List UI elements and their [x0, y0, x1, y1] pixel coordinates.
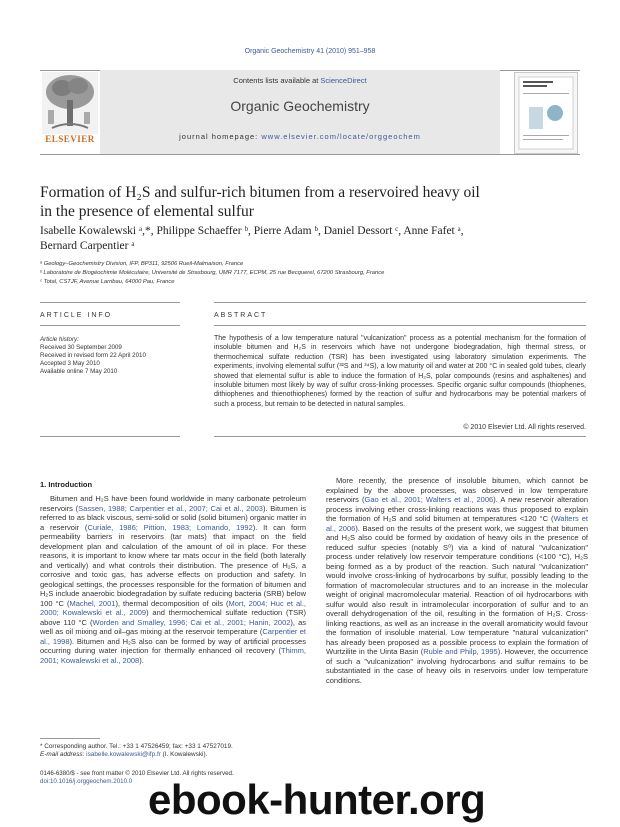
citation-link[interactable]: Carpentier et al., 1998: [40, 627, 306, 646]
introduction-column-2: [326, 476, 588, 685]
article-info-rule-bottom: [40, 436, 180, 437]
authors-line-1[interactable]: Isabelle Kowalewski ᵃ,*, Philippe Schaeffer ᵇ, Pierre Adam ᵇ, Daniel Dessort ᶜ, Anne Fafet ᵃ,: [40, 225, 464, 237]
issn-line: 0146-6380/$ - see front matter © 2010 Elsevier Ltd. All rights reserved.: [40, 770, 234, 777]
article-info-rule: [40, 325, 180, 326]
abstract-rule-top: [214, 302, 586, 303]
citation-link[interactable]: Worden and Smalley, 1996; Cai et al., 2001; Hanin, 2002: [92, 617, 291, 627]
header-rule-bottom: [40, 154, 580, 155]
body-text: ), as well as oil mixing and oil–gas mixing at the reservoir temperature (: [40, 617, 306, 636]
title-line-2: in the presence of elemental sulfur: [40, 203, 254, 220]
citation-link[interactable]: Ruble and Philp, 1995: [423, 647, 498, 656]
article-title: [40, 183, 580, 221]
homepage-prefix: journal homepage:: [179, 132, 262, 141]
journal-reference[interactable]: Organic Geochemistry 41 (2010) 951–958: [244, 48, 376, 55]
copyright-notice: © 2010 Elsevier Ltd. All rights reserved.: [463, 424, 586, 431]
journal-name: Organic Geochemistry: [230, 98, 370, 114]
body-text: ). Based on the results of the present work, we suggest that bitumen and H₂S also could be formed by oxidation of heavy oils in the presence of reduced sulfur species (notably S⁰) via a kind of natural "vulcanization" process under relatively low reservoir temperature conditions (<100 °C), H₂S being formed as a by product of the reaction. Such natural "vulcanization" would involve cross-linking of hydrocarbons by sulfur, possibly leading to the formation of macromolecular structures and to an increase in the molecular weight of original macromolecular material. Reaction of oil hydrocarbons with sulfur would also result in intramolecular incorporation of sulfur and to an overall dehydrogenation of the oil, resulting in the formation of H₂S. Cross-linking reactions, as well as an increase in the overall aromaticity would favour the formation of insoluble material. Low temperature "natural vulcanization" has already been proposed as a possible process to explain the formation of Wurtzilite in the Uinta Basin (: [326, 523, 589, 656]
history-accepted: Accepted 3 May 2010: [40, 360, 100, 367]
body-text: ). However, the occurrence of such a "vulcanization" involving hydrocarbons and sulfur remains to be substantiated in the case of heavy oils in reservoirs under low temperature conditions.: [326, 647, 588, 685]
body-text: ). A new reservoir alteration process involving ether cross-linking reactions was thus proposed to explain the formation of H₂S and solid bitumen at temperatures <120 °C (: [326, 495, 588, 523]
homepage-link[interactable]: www.elsevier.com/locate/orggeochem: [261, 132, 421, 141]
citation-link[interactable]: Machel, 2001: [69, 598, 116, 608]
citation-link[interactable]: Mort, 2004; Huc et al., 2000; Kowalewski et al., 2009: [40, 598, 306, 617]
body-text: Bitumen and H₂S have been found worldwide in many carbonate petroleum reservoirs (: [40, 494, 306, 513]
citation-link[interactable]: Sassen, 1988; Carpentier et al., 2007; Cai et al., 2003: [78, 503, 263, 513]
corresponding-author: * Corresponding author. Tel.: +33 1 47526459; fax: +33 1 47527019.: [40, 743, 233, 750]
corresponding-author-footnote: [40, 743, 306, 759]
citation-link[interactable]: Walters et al., 2006: [326, 514, 588, 533]
abstract-text: The hypothesis of a low temperature natural "vulcanization" process as a potential mechanism for the formation of insoluble bitumen and H₂S in reservoirs which have not undergone biodegradation, high thermal stress, or thermochemical sulfate reduction (TSR) has been investigated using laboratory simulation experiments. The experiments, involving elemental sulfur (³²S and ³⁴S), a low maturity oil and water at 200 °C in sealed gold tubes, clearly showed that elemental sulfur is able to induce the formation of H₂S, polar compounds (resins and asphaltenes) and insoluble bitumen most likely by way of sulfur cross-linking processes. Specific organic sulfur compounds (thiophenes, dithiophenes and thienothiophenes) formed by the reaction of sulfur and hydrocarbons may be potential markers of such a process, but remain to be detected in natural samples.: [214, 335, 586, 408]
title-line-1: Formation of H₂S and sulfur-rich bitumen from a reservoired heavy oil: [40, 184, 480, 201]
citation-link[interactable]: Thimm, 2001; Kowalewski et al., 2008: [40, 646, 306, 665]
body-text: More recently, the presence of insoluble bitumen, which cannot be explained by the above processes, was observed in low temperature reservoirs (: [326, 476, 588, 504]
body-text: ). Bitumen and H₂S also can be formed by way of artificial processes occurring during water injection for thermally enhanced oil recovery (: [40, 636, 306, 655]
affiliation-c: ᶜ Total, CSTJF, Avenue Larribau, 64000 Pau, France: [40, 279, 175, 285]
history-online: Available online 7 May 2010: [40, 368, 118, 375]
article-info-rule-top: [40, 302, 180, 303]
article-info-heading: ARTICLE INFO: [40, 312, 113, 319]
email-label: E-mail address:: [40, 751, 87, 758]
abstract-rule-bottom: [214, 436, 586, 437]
affiliation-b: ᵇ Laboratoire de Biogéochimie Moléculaire, Université de Strasbourg, UMR 7177, ECPM, 25 rue Becquerel, 67200 Strasbourg, France: [40, 270, 385, 276]
history-received: Received 30 September 2009: [40, 344, 122, 351]
contents-prefix: Contents lists available at: [233, 76, 321, 85]
publisher-name: ELSEVIER: [45, 134, 95, 144]
article-history: [40, 336, 180, 376]
body-text: ) and thermochemical sulfate reduction (TSR) above 110 °C (: [40, 608, 307, 627]
history-label: Article history:: [40, 336, 79, 343]
contents-line: [100, 76, 500, 85]
journal-cover-thumbnail[interactable]: [514, 72, 578, 154]
introduction-heading: 1. Introduction: [40, 480, 93, 489]
journal-homepage: [100, 132, 500, 141]
body-text: ). Bitumen is referred to as black viscous, semi-solid or solid (solid bitumen) organic matter in a reservoir (: [40, 503, 306, 532]
email-suffix: (I. Kowalewski).: [160, 751, 208, 758]
authors-line-2[interactable]: Bernard Carpentier ᵃ: [40, 240, 135, 252]
email-link[interactable]: isabelle.kowalewski@ifp.fr: [86, 751, 161, 758]
abstract-rule: [214, 325, 586, 326]
body-text: ).: [139, 655, 144, 665]
doi-link[interactable]: doi:10.1016/j.orggeochem.2010.0: [40, 778, 133, 785]
author-list: [40, 224, 580, 254]
citation-link[interactable]: Gao et al., 2001; Walters et al., 2006: [364, 495, 494, 504]
citation-link[interactable]: Curiale, 1986; Pittion, 1983; Lomando, 1992: [87, 522, 253, 532]
footnote-rule: [40, 738, 100, 739]
body-text: ), thermal decomposition of oils (: [115, 598, 229, 608]
body-text: ). It can form permeability barriers in reservoirs (tar mats) that impact on the field development plan and calculation of the amount of oil in place. For these reasons, it is important to know where tar mats occur in the field (both laterally and vertically) and what controls their distribution. The presence of H₂S, a corrosive and toxic gas, has adverse effects on production and safety. In geological settings, the processes responsible for the formation of bitumen and H₂S include anaerobic biodegradation by sulfate reducing bacteria (SRB) below 100 °C (: [40, 522, 306, 608]
affiliation-a: ᵃ Geology–Geochemistry Division, IFP, BP311, 92506 Rueil-Malmaison, France: [40, 261, 244, 267]
introduction-column-1: [40, 494, 306, 665]
watermark-text: ebook-hunter.org: [148, 776, 486, 823]
sciencedirect-link[interactable]: ScienceDirect: [320, 76, 367, 85]
abstract-heading: ABSTRACT: [214, 312, 268, 319]
history-revised: Received in revised form 22 April 2010: [40, 352, 146, 359]
